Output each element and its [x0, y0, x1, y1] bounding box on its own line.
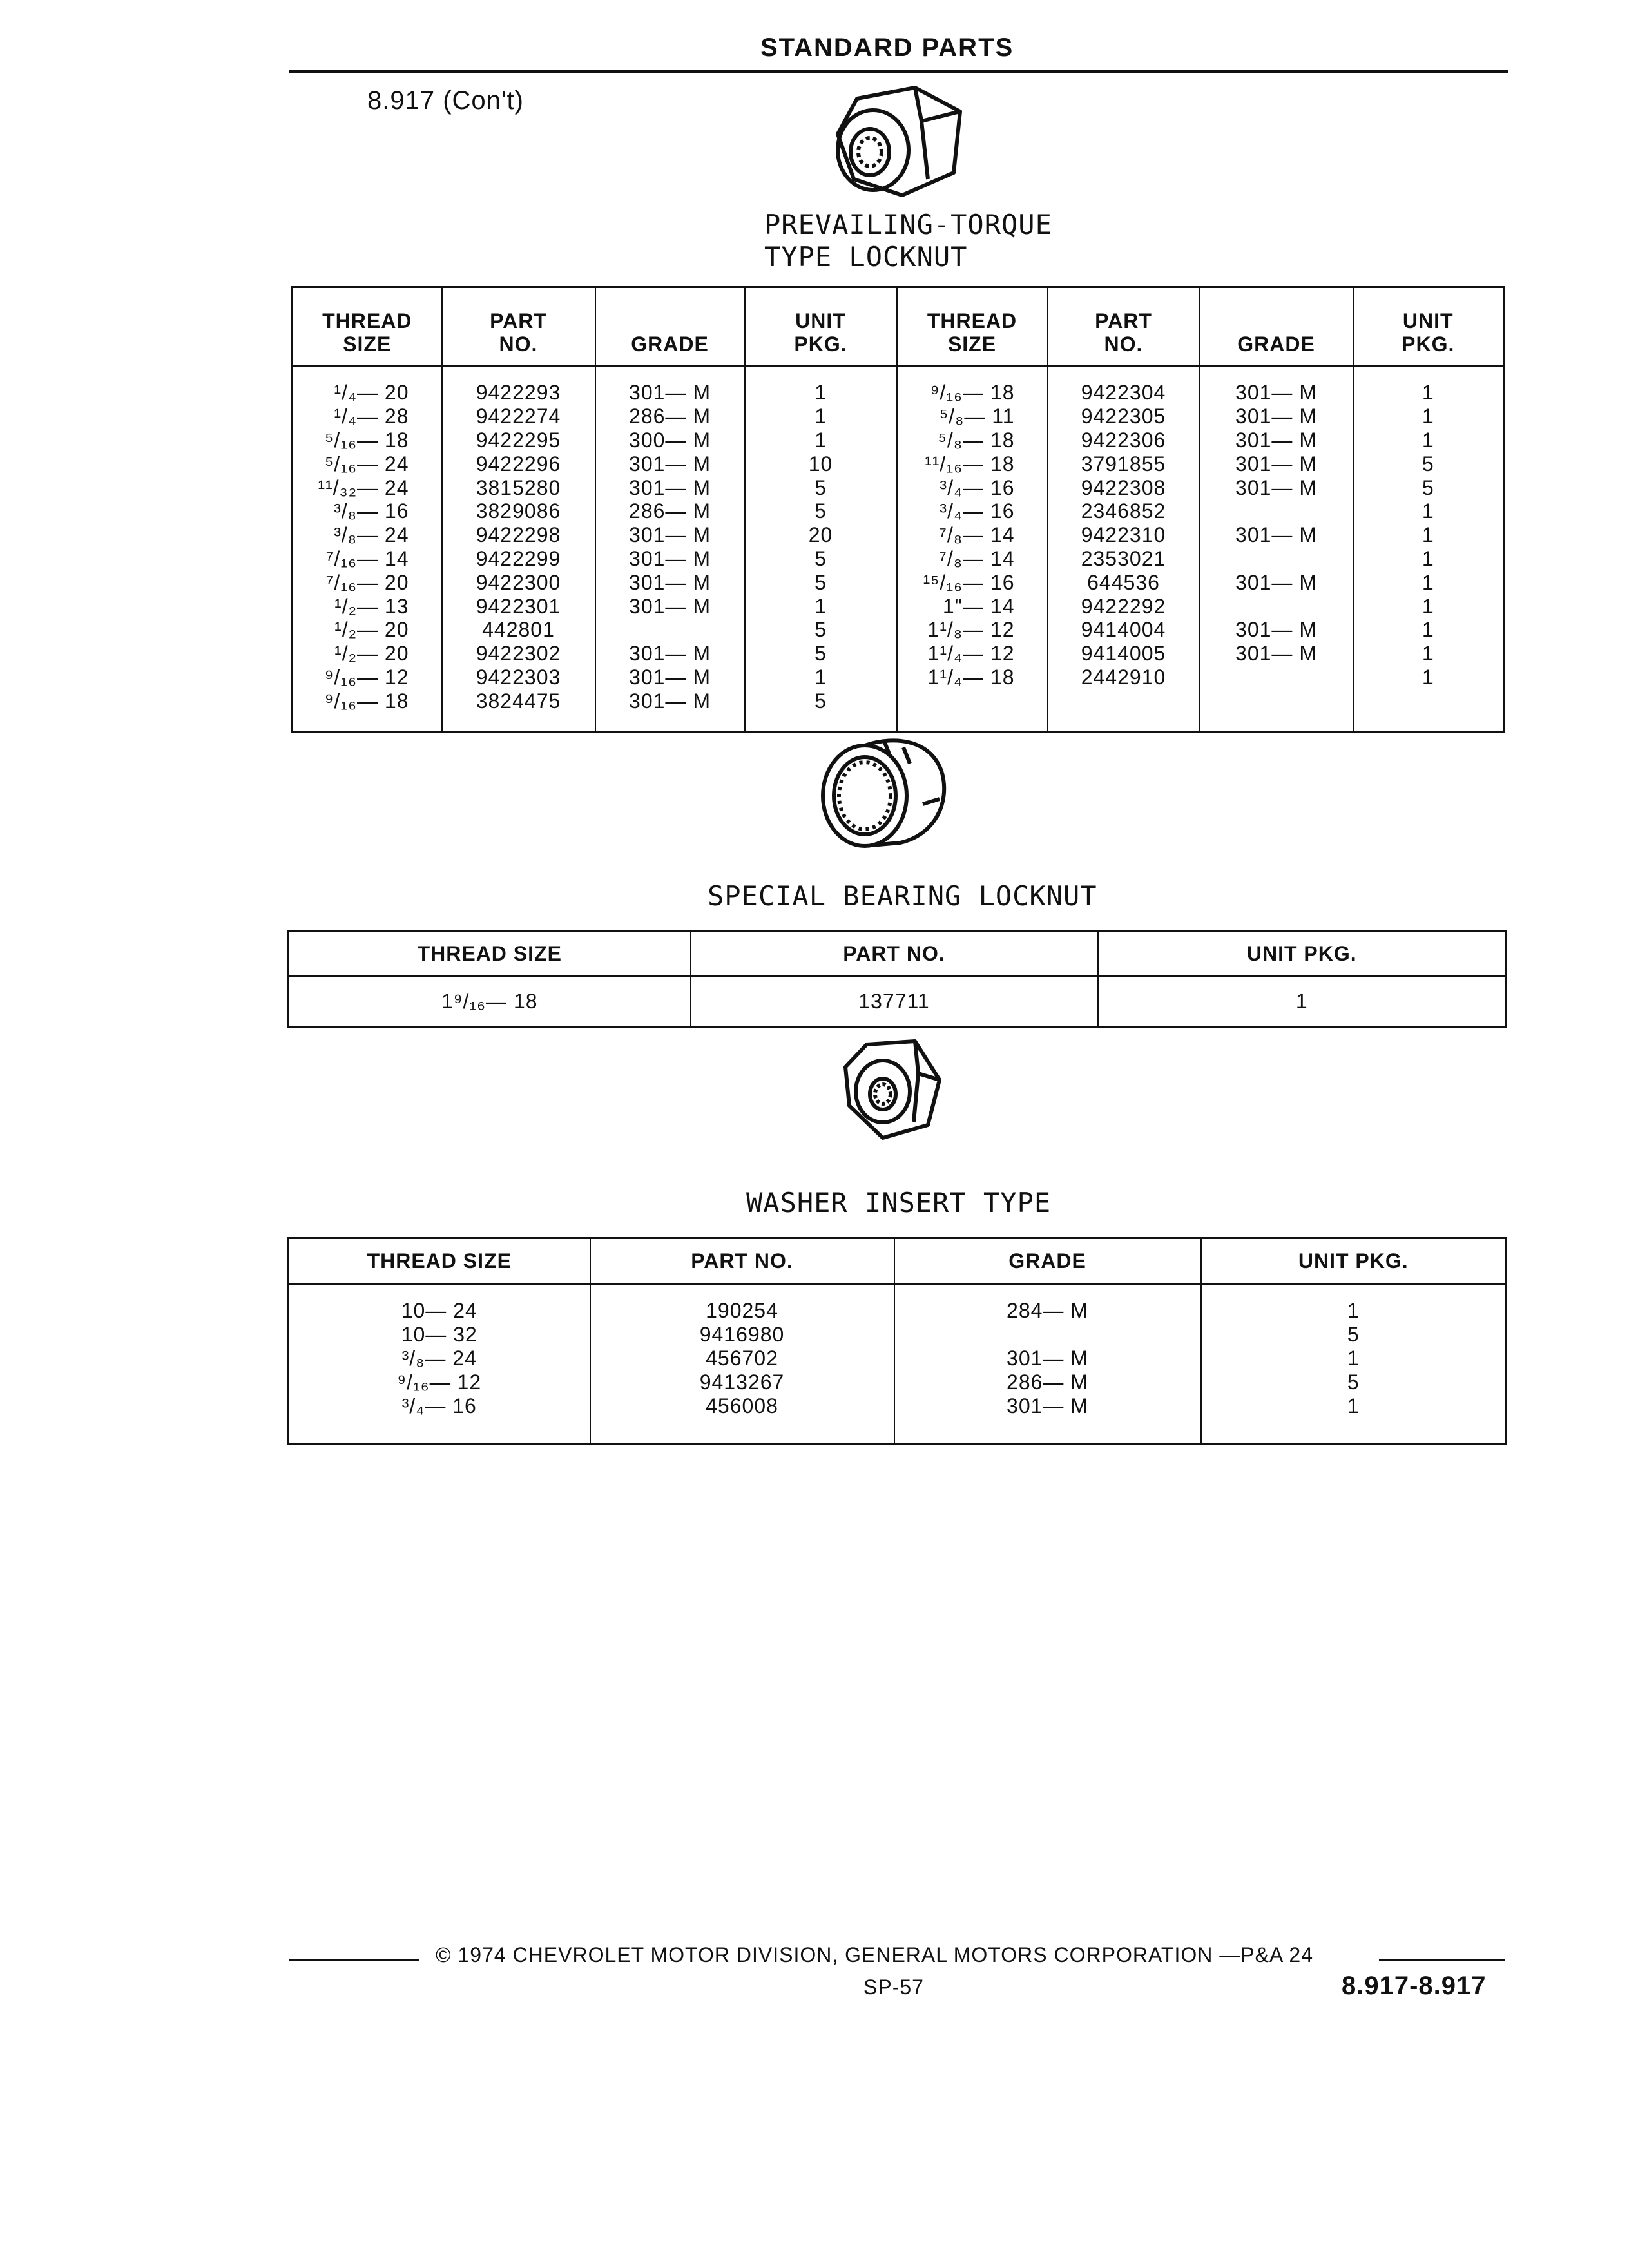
table-cell: 5 — [1347, 1323, 1360, 1347]
table-cell: ⁹/₁₆— 12 — [293, 666, 442, 689]
table-cell: 301— M — [595, 366, 745, 405]
table-cell: 286— M — [595, 405, 745, 428]
table-cell: ⁷/₈— 14 — [897, 523, 1048, 547]
washer-caption: WASHER INSERT TYPE — [746, 1187, 1052, 1218]
table-cell: 9422303 — [442, 666, 595, 689]
table-row — [289, 976, 1507, 1027]
table-row — [293, 405, 1504, 428]
table-cell — [293, 713, 442, 732]
table-cell: 5 — [745, 499, 897, 523]
table-cell: 301— M — [595, 547, 745, 571]
table-cell: 1 — [1422, 499, 1434, 523]
table-cell — [1200, 499, 1353, 523]
table-cell: 10 — [745, 452, 897, 476]
column-header: THREAD SIZE — [289, 1238, 590, 1284]
table-cell: 1 — [745, 366, 897, 405]
table-cell: 9422295 — [442, 428, 595, 452]
table-cell: ³/₈— 24 — [293, 523, 442, 547]
table-cell: 5 — [1422, 476, 1434, 499]
column-header: THREAD SIZE — [289, 932, 691, 976]
table-row — [293, 570, 1504, 594]
table-row — [289, 1347, 1507, 1370]
table-cell — [289, 1418, 590, 1445]
column-header: PART NO. — [590, 1238, 894, 1284]
table-cell: 456008 — [590, 1394, 894, 1418]
table-cell: 301— M — [595, 570, 745, 594]
table-cell: 1 — [1347, 1346, 1360, 1370]
page-number: SP-57 — [863, 1975, 924, 1999]
table-cell: 301— M — [595, 523, 745, 547]
table-cell — [1200, 713, 1353, 732]
washer-insert-nut-icon — [838, 1035, 947, 1144]
table-cell: 1 — [1422, 523, 1434, 547]
header-rule — [289, 70, 1508, 73]
table-cell: ³/₈— 24 — [289, 1347, 590, 1370]
table-cell: 301— M — [595, 666, 745, 689]
table-cell: 2346852 — [1048, 499, 1200, 523]
table-cell: 1 — [1347, 1299, 1360, 1323]
section-range: 8.917-8.917 — [1342, 1972, 1487, 2000]
table-cell: ¹/₂— 13 — [293, 594, 442, 618]
bearing-locknut-icon — [813, 728, 955, 850]
table-cell: 5 — [745, 642, 897, 666]
table-cell: 301— M — [1200, 642, 1353, 666]
column-header: THREAD SIZE — [897, 287, 1048, 366]
table-row — [293, 476, 1504, 499]
table-cell: 9422302 — [442, 642, 595, 666]
table-cell: 3829086 — [442, 499, 595, 523]
column-header: UNIT PKG. — [1201, 1238, 1507, 1284]
table-cell: 5 — [1347, 1370, 1360, 1394]
table-cell: ³/₈— 16 — [293, 499, 442, 523]
prevailing-caption-line1: PREVAILING-TORQUE — [764, 209, 1052, 240]
column-header: PART NO. — [442, 287, 595, 366]
table-cell: ⁵/₈— 11 — [897, 405, 1048, 428]
table-cell: 1 — [1422, 594, 1434, 618]
table-row — [289, 1394, 1507, 1418]
table-cell — [1200, 594, 1353, 618]
table-cell: 9414005 — [1048, 642, 1200, 666]
table-cell: 1 — [1422, 665, 1434, 689]
table-cell — [442, 713, 595, 732]
column-header: PART NO. — [691, 932, 1098, 976]
table-row — [293, 594, 1504, 618]
table-cell: 1 — [1422, 546, 1434, 570]
table-cell: 301— M — [1200, 476, 1353, 499]
table-cell: 301— M — [595, 594, 745, 618]
table-cell: 2353021 — [1048, 547, 1200, 571]
table-row — [293, 642, 1504, 666]
table-cell: 9422293 — [442, 366, 595, 405]
table-cell: 301— M — [1200, 452, 1353, 476]
table-cell — [1048, 713, 1200, 732]
table-cell: 9422301 — [442, 594, 595, 618]
page-title: STANDARD PARTS — [760, 34, 1014, 62]
table-cell: ¹/₂— 20 — [293, 642, 442, 666]
table-header-row — [289, 1238, 1507, 1284]
table-cell: 9414004 — [1048, 618, 1200, 642]
table-cell: ⁷/₁₆— 20 — [293, 570, 442, 594]
table-cell — [590, 1418, 894, 1445]
table-cell: 301— M — [894, 1394, 1201, 1418]
table-cell — [897, 689, 1048, 713]
column-header: GRADE — [894, 1238, 1201, 1284]
table-cell: ⁷/₈— 14 — [897, 547, 1048, 571]
footer-rule-right — [1379, 1959, 1505, 1961]
table-cell: ⁵/₁₆— 18 — [293, 428, 442, 452]
table-cell — [1353, 689, 1504, 713]
table-cell: 5 — [745, 689, 897, 713]
table-cell: 301— M — [1200, 428, 1353, 452]
table-row — [293, 452, 1504, 476]
table-row — [293, 366, 1504, 405]
table-cell: 9422304 — [1048, 366, 1200, 405]
table-cell — [1200, 666, 1353, 689]
table-cell — [1353, 713, 1504, 732]
table-cell: 137711 — [691, 976, 1098, 1027]
table-cell: 1 — [1422, 428, 1434, 452]
table-row — [293, 523, 1504, 547]
table-cell: ⁵/₈— 18 — [897, 428, 1048, 452]
table-cell: 1¹/₄— 12 — [897, 642, 1048, 666]
table-cell: 9422298 — [442, 523, 595, 547]
table-cell: 5 — [745, 547, 897, 571]
table-cell: 9422310 — [1048, 523, 1200, 547]
copyright-notice: © 1974 CHEVROLET MOTOR DIVISION, GENERAL MOTORS CORPORATION —P&A 24 — [436, 1943, 1313, 1966]
table-cell: ⁷/₁₆— 14 — [293, 547, 442, 571]
table-cell: ¹⁵/₁₆— 16 — [897, 570, 1048, 594]
table-cell: 1 — [1347, 1394, 1360, 1418]
prevailing-torque-table — [291, 286, 1505, 733]
table-cell: 5 — [1422, 452, 1434, 476]
table-cell: ¹/₂— 20 — [293, 618, 442, 642]
table-cell: 301— M — [595, 642, 745, 666]
table-cell: 9413267 — [590, 1370, 894, 1394]
table-cell: 1"— 14 — [897, 594, 1048, 618]
column-header: THREAD SIZE — [293, 287, 442, 366]
table-cell: 5 — [745, 618, 897, 642]
table-row — [289, 1284, 1507, 1323]
table-cell: ³/₄— 16 — [289, 1394, 590, 1418]
table-cell: 301— M — [1200, 405, 1353, 428]
table-cell: ³/₄— 16 — [897, 499, 1048, 523]
table-cell: 284— M — [894, 1284, 1201, 1323]
table-cell: 301— M — [595, 452, 745, 476]
table-cell: ¹/₄— 20 — [293, 366, 442, 405]
table-row — [289, 1323, 1507, 1347]
table-cell — [1201, 1418, 1507, 1445]
table-cell: ¹¹/₃₂— 24 — [293, 476, 442, 499]
table-cell: 2442910 — [1048, 666, 1200, 689]
table-cell: 3815280 — [442, 476, 595, 499]
footer-rule-left — [289, 1959, 419, 1961]
table-header-row — [293, 287, 1504, 366]
table-cell: 9422299 — [442, 547, 595, 571]
table-cell: 9422296 — [442, 452, 595, 476]
table-cell: 301— M — [1200, 366, 1353, 405]
column-header: GRADE — [595, 287, 745, 366]
table-header-row — [289, 932, 1507, 976]
table-cell: 3791855 — [1048, 452, 1200, 476]
column-header: UNIT PKG. — [745, 287, 897, 366]
table-cell: 9422292 — [1048, 594, 1200, 618]
table-cell — [894, 1323, 1201, 1347]
table-cell: 442801 — [442, 618, 595, 642]
table-cell: 301— M — [1200, 570, 1353, 594]
table-cell: 1 — [745, 405, 897, 428]
table-cell — [1048, 689, 1200, 713]
table-cell: ⁹/₁₆— 18 — [897, 366, 1048, 405]
table-row — [293, 618, 1504, 642]
table-cell: 1⁹/₁₆— 18 — [289, 976, 691, 1027]
table-end-row — [289, 1418, 1507, 1445]
table-cell — [894, 1418, 1201, 1445]
table-cell — [1200, 689, 1353, 713]
section-reference: 8.917 (Con't) — [367, 86, 524, 115]
table-cell: 190254 — [590, 1284, 894, 1323]
table-cell: 9422306 — [1048, 428, 1200, 452]
table-cell: 10— 32 — [289, 1323, 590, 1347]
table-cell: 301— M — [1200, 523, 1353, 547]
table-cell: 301— M — [595, 689, 745, 713]
table-cell: 1¹/₄— 18 — [897, 666, 1048, 689]
table-cell: 9422308 — [1048, 476, 1200, 499]
column-header: UNIT PKG. — [1098, 932, 1507, 976]
table-cell: 5 — [745, 570, 897, 594]
table-cell: 3824475 — [442, 689, 595, 713]
prevailing-caption-line2: TYPE LOCKNUT — [764, 241, 968, 273]
table-cell: 1¹/₈— 12 — [897, 618, 1048, 642]
table-cell: 9422300 — [442, 570, 595, 594]
table-cell: 1 — [745, 594, 897, 618]
table-cell: 10— 24 — [289, 1284, 590, 1323]
table-cell: ⁹/₁₆— 18 — [293, 689, 442, 713]
table-cell — [595, 713, 745, 732]
table-row — [293, 547, 1504, 571]
table-cell: ¹¹/₁₆— 18 — [897, 452, 1048, 476]
washer-insert-table — [287, 1237, 1507, 1445]
hex-locknut-icon — [818, 82, 979, 205]
table-cell: 9416980 — [590, 1323, 894, 1347]
table-cell: ¹/₄— 28 — [293, 405, 442, 428]
table-cell: 301— M — [595, 476, 745, 499]
table-cell: 300— M — [595, 428, 745, 452]
bearing-locknut-table — [287, 930, 1507, 1028]
table-cell: ³/₄— 16 — [897, 476, 1048, 499]
table-cell: 5 — [745, 476, 897, 499]
table-row — [289, 1370, 1507, 1394]
table-cell: 9422305 — [1048, 405, 1200, 428]
table-cell: 1 — [1422, 570, 1434, 594]
table-cell: 1 — [745, 428, 897, 452]
table-cell: 286— M — [894, 1370, 1201, 1394]
table-cell — [1200, 547, 1353, 571]
table-cell: 301— M — [894, 1347, 1201, 1370]
table-cell: 1 — [1422, 405, 1434, 428]
column-header: PART NO. — [1048, 287, 1200, 366]
table-cell: 1 — [1422, 381, 1434, 405]
bearing-caption: SPECIAL BEARING LOCKNUT — [708, 880, 1097, 912]
table-cell: 286— M — [595, 499, 745, 523]
table-row — [293, 689, 1504, 713]
table-cell: 9422274 — [442, 405, 595, 428]
table-cell: 456702 — [590, 1347, 894, 1370]
table-cell: ⁹/₁₆— 12 — [289, 1370, 590, 1394]
table-cell: 20 — [745, 523, 897, 547]
column-header: GRADE — [1200, 287, 1353, 366]
column-header: UNIT PKG. — [1402, 309, 1455, 356]
table-cell: 1 — [1422, 642, 1434, 666]
table-row — [293, 666, 1504, 689]
table-row — [293, 499, 1504, 523]
table-cell: 301— M — [1200, 618, 1353, 642]
table-cell: 1 — [745, 666, 897, 689]
table-cell: ⁵/₁₆— 24 — [293, 452, 442, 476]
table-cell: 1 — [1422, 618, 1434, 642]
table-cell — [595, 618, 745, 642]
table-cell: 1 — [1098, 976, 1507, 1027]
table-cell: 644536 — [1048, 570, 1200, 594]
table-row — [293, 428, 1504, 452]
